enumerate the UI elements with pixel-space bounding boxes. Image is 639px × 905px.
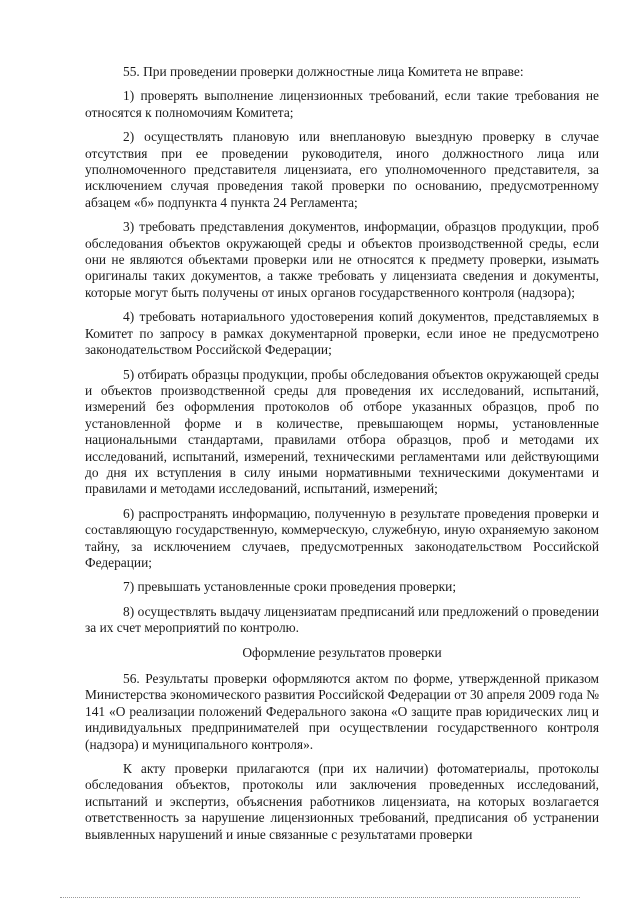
paragraph-55: 55. При проведении проверки должностные лица Комитета не вправе: — [123, 64, 524, 79]
paragraph-item-5: 5) отбирать образцы продукции, пробы обследования объектов окружающей среды и объектов производственной среды для проведения их исследований, испытаний, измерений без оформления протоколов об отборе указанных образцов, проб по установленной форме и в количестве, превышающем нормы, установленные национальными стандартами, правилами отбора образцов, проб и методами их исследований, испытаний, измерений, техническими регламентами или действующими до дня их вступления в силу иными нормативными техническими документами и правилами и методами исследований, испытаний, измерений; — [85, 366, 599, 497]
paragraph-item-6: 6) распространять информацию, полученную в результате проведения проверки и составляющую государственную, коммерческую, служебную, иную охраняемую законом тайну, за исключением случаев, предусмотренных законодательством Российской Федерации; — [85, 505, 599, 570]
paragraph-item-3: 3) требовать представления документов, информации, образцов продукции, проб обследования объектов окружающей среды и объектов производственной среды, если они не являются объектами проверки или не относятся к предмету проверки, изымать оригиналы таких документов, а также требовать у лицензиата сведения и документы, которые могут быть получены от иных органов государственного контроля (надзора); — [85, 219, 599, 300]
paragraph-item-2: 2) осуществлять плановую или внеплановую выездную проверку в случае отсутствия при ее проведении руководителя, иного должностного лица или уполномоченного представителя лицензиата, его уполномоченного представителя, за исключением случая проведения такой проверки по основанию, предусмотренному абзацем «б» подпункта 4 пункта 24 Регламента; — [85, 129, 599, 210]
paragraph-item-8: 8) осуществлять выдачу лицензиатам предписаний или предложений о проведении за их счет мероприятий по контролю. — [85, 603, 599, 636]
section-heading: Оформление результатов проверки — [242, 644, 442, 660]
paragraph-item-4: 4) требовать нотариального удостоверения копий документов, представляемых в Комитет по запросу в рамках документарной проверки, если иное не предусмотрено законодательством Российской Федерации; — [85, 309, 599, 358]
paragraph-56: 56. Результаты проверки оформляются актом по форме, утвержденной приказом Министерства экономического развития Российской Федерации от 30 апреля 2009 года № 141 «О реализации положений Федерального закона «О защите прав юридических лиц и индивидуальных предпринимателей при осуществлении государственного контроля (надзора) и муниципального контроля». — [85, 671, 599, 752]
paragraph-attachments: К акту проверки прилагаются (при их наличии) фотоматериалы, протоколы обследования объектов, протоколы или заключения проведенных исследований, испытаний и экспертиз, объяснения работников лицензиата, на которых возлагается ответственность за нарушение лицензионных требований, предписания об устранении выявленных нарушений и иные связанные с результатами проверки — [85, 761, 599, 842]
paragraph-item-1: 1) проверять выполнение лицензионных требований, если такие требования не относятся к полномочиям Комитета; — [85, 88, 599, 120]
page-bottom-edge — [60, 897, 580, 899]
document-body — [85, 64, 599, 851]
paragraph-item-7: 7) превышать установленные сроки проведения проверки; — [123, 579, 457, 595]
